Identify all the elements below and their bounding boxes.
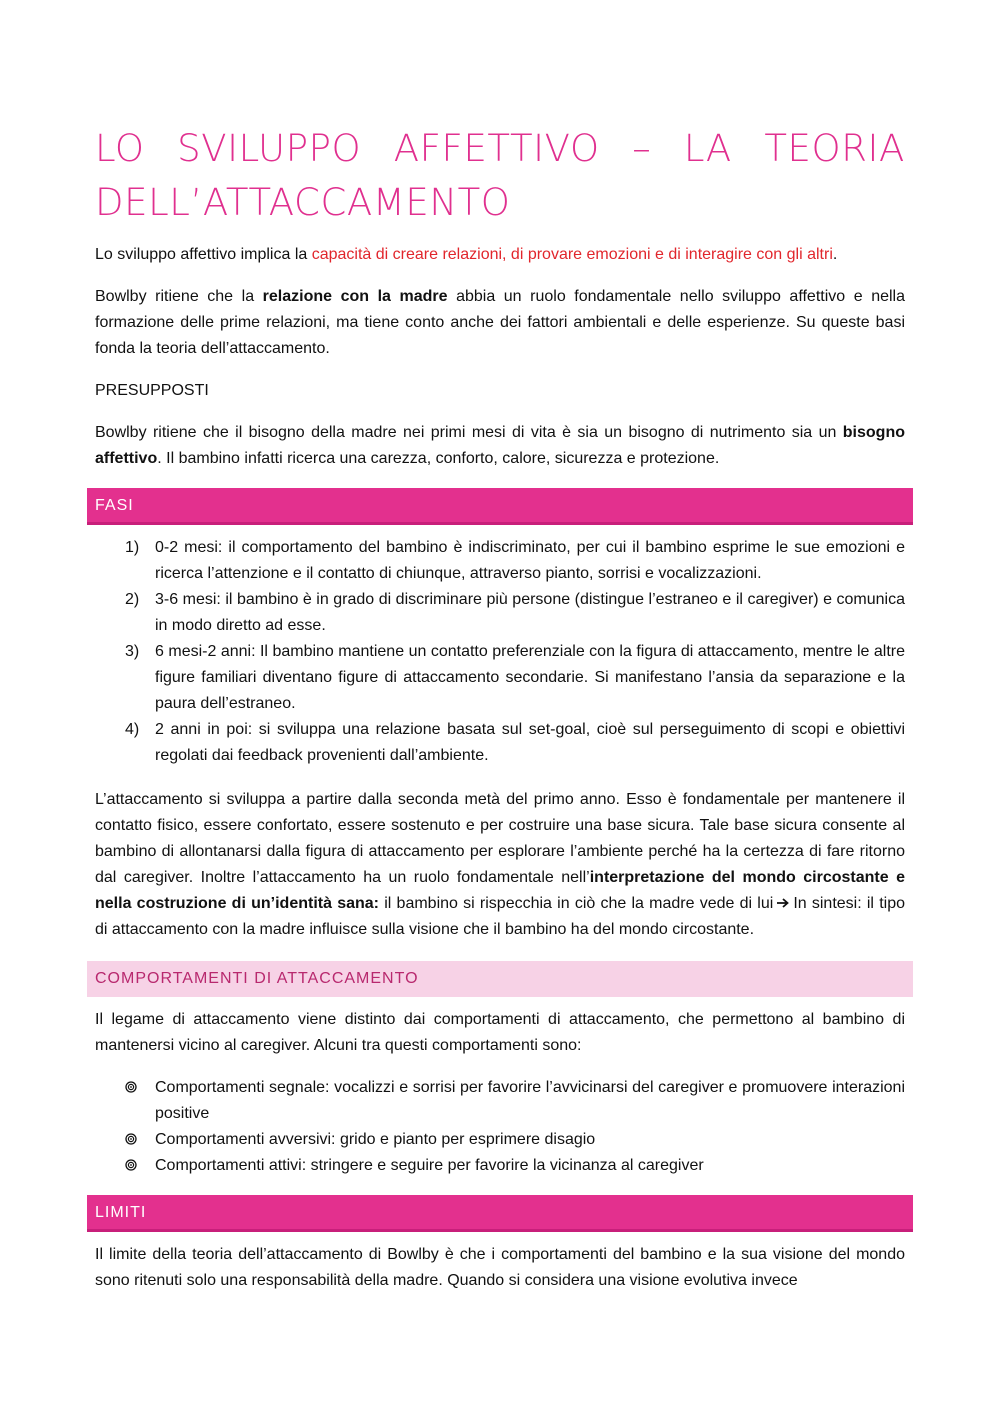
list-item-number: 2): [125, 591, 140, 608]
list-item: [95, 535, 905, 587]
list-item: [95, 1153, 905, 1179]
presupposti-text-end: . Il bambino infatti ricerca una carezza, conforto, calore, sicurezza e protezione.: [157, 450, 720, 467]
bowlby-paragraph: [95, 284, 905, 362]
presupposti-bold: bisogno affettivo: [95, 424, 905, 467]
comportamenti-list: [95, 1075, 905, 1179]
list-item-number: 4): [125, 721, 140, 738]
target-bullet-icon: [125, 1133, 137, 1145]
list-item-text: 0-2 mesi: il comportamento del bambino è indiscriminato, per cui il bambino esprime le sue emozioni e ricerca l’attenzione e il contatto di chiunque, attraverso pianto, sorrisi e vocalizzazioni.: [155, 539, 905, 582]
attaccamento-text-middle: il bambino si rispecchia in ciò che la madre vede di lui: [379, 895, 774, 912]
comportamenti-heading: COMPORTAMENTI DI ATTACCAMENTO: [87, 961, 913, 997]
title-word: AFFETTIVO: [393, 127, 600, 170]
list-item-text: Comportamenti attivi: stringere e seguire per favorire la vicinanza al caregiver: [155, 1157, 704, 1174]
limiti-paragraph: Il limite della teoria dell’attaccamento di Bowlby è che i comportamenti del bambino e la sua visione del mondo sono ritenuti solo una responsabilità della madre. Quando si considera una visione evolutiva invece: [95, 1246, 905, 1289]
list-item-text: Comportamenti segnale: vocalizzi e sorrisi per favorire l’avvicinarsi del caregiver e promuovere interazioni positive: [155, 1079, 905, 1122]
title-word: TEORIA: [764, 127, 905, 170]
title-word: LA: [683, 127, 732, 170]
intro-highlight: capacità di creare relazioni, di provare emozioni e di interagire con gli altri: [311, 246, 833, 263]
document-content: [95, 122, 905, 1310]
presupposti-paragraph: [95, 420, 905, 472]
presupposti-label: PRESUPPOSTI: [95, 382, 209, 399]
list-item-number: 1): [125, 539, 140, 556]
intro-text: Lo sviluppo affettivo implica la: [95, 246, 312, 263]
list-item: [95, 717, 905, 769]
title-word: LO: [95, 127, 145, 170]
attaccamento-text-end: In sintesi: il tipo di attaccamento con la madre influisce sulla visione che il bambino ha del mondo circostante.: [95, 895, 905, 938]
bowlby-bold: relazione con la madre: [262, 288, 448, 305]
attaccamento-text-start: L’attaccamento si sviluppa a partire dalla seconda metà del primo anno. Esso è fondamentale per mantenere il contatto fisico, essere confortato, essere sostenuto e per costruire una base sicura. Tale base sicura consente al bambino di allontanarsi dalla figura di attaccamento per esplorare l’ambiente perché ha la certezza di fare ritorno dal caregiver. Inoltre l’attaccamento ha un ruolo fondamentale nell’: [95, 791, 905, 886]
list-item-text: 6 mesi-2 anni: Il bambino mantiene un contatto preferenziale con la figura di attaccamento, mentre le altre figure familiari diventano figure di attaccamento secondarie. Si manifestano l’ansia da separazione e la paura dell’estraneo.: [155, 643, 905, 712]
list-item-text: Comportamenti avversivi: grido e pianto per esprimere disagio: [155, 1131, 596, 1148]
bowlby-text-end: abbia un ruolo fondamentale nello sviluppo affettivo e nella formazione delle prime relazioni, ma tiene conto anche dei fattori ambientali e delle esperienze. Su queste basi fonda la teoria dell’attaccamento.: [95, 288, 905, 357]
attaccamento-paragraph: [95, 787, 905, 943]
right-arrow-icon: [776, 897, 790, 909]
intro-paragraph: [95, 242, 905, 268]
target-bullet-icon: [125, 1159, 137, 1171]
list-item: [95, 587, 905, 639]
intro-end: .: [832, 246, 838, 263]
target-bullet-icon: [125, 1081, 137, 1093]
title-line-2: DELL’ATTACCAMENTO: [95, 181, 511, 224]
title-word: SVILUPPO: [177, 127, 362, 170]
limiti-heading: LIMITI: [87, 1195, 913, 1232]
list-item-number: 3): [125, 643, 140, 660]
list-item: [95, 1127, 905, 1153]
fasi-heading: FASI: [87, 488, 913, 525]
title-line-1: [95, 122, 905, 176]
title-word: –: [632, 127, 652, 170]
bowlby-text-start: Bowlby ritiene che la: [95, 288, 263, 305]
list-item: [95, 1075, 905, 1127]
list-item: [95, 639, 905, 717]
list-item-text: 3-6 mesi: il bambino è in grado di discriminare più persone (distingue l’estraneo e il caregiver) e comunica in modo diretto ad esse.: [155, 591, 905, 634]
list-item-text: 2 anni in poi: si sviluppa una relazione basata sul set-goal, cioè sul perseguimento di scopi e obiettivi regolati dai feedback provenienti dall’ambiente.: [155, 721, 905, 764]
comportamenti-intro: Il legame di attaccamento viene distinto dai comportamenti di attaccamento, che permettono al bambino di mantenersi vicino al caregiver. Alcuni tra questi comportamenti sono:: [95, 1011, 905, 1054]
presupposti-text-start: Bowlby ritiene che il bisogno della madre nei primi mesi di vita è sia un bisogno di nutrimento sia un: [95, 424, 843, 441]
fasi-list: [95, 535, 905, 769]
page-title: [95, 122, 905, 230]
attaccamento-bold: interpretazione del mondo circostante e nella costruzione di un’identità sana:: [95, 869, 905, 912]
